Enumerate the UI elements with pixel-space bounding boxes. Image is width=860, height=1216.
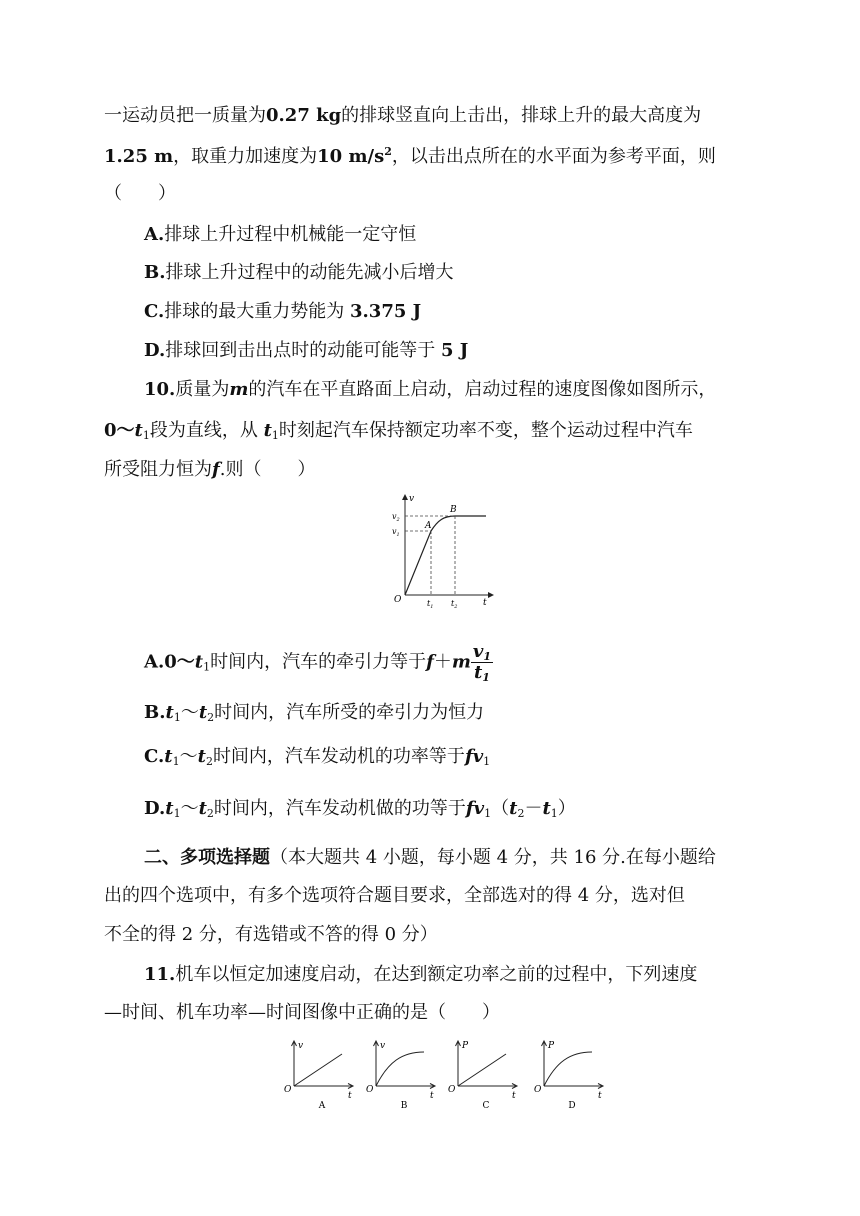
q10-graph-v2-label: $v_2$: [392, 512, 400, 523]
q10-graph-point-b: B: [450, 505, 457, 515]
q9-line-1: 一运动员把一质量为0.27 kg的排球竖直向上击出，排球上升的最大高度为: [104, 105, 702, 126]
q10-line-3: 所受阻力恒为f.则（ ）: [104, 459, 316, 480]
q11-graph-b: [364, 1036, 444, 1112]
section2-line-1: 二、多项选择题（本大题共 4 小题，每小题 4 分，共 16 分.在每小题给: [144, 847, 716, 868]
y-axis-label: P: [548, 1041, 555, 1051]
q10-option-b: $B.t_1\sim t_2$时间内，汽车所受的牵引力为恒力: [144, 702, 485, 724]
graph-line: [294, 1054, 342, 1086]
q11-line-1: 11.机车以恒定加速度启动，在达到额定功率之前的过程中，下列速度: [144, 964, 698, 985]
origin-label: O: [366, 1085, 374, 1095]
q10-option-d: $D.t_1\sim t_2$时间内，汽车发动机做的功等于$fv_1(t_2-t_1)$: [144, 798, 576, 820]
q9-option-a: A.排球上升过程中机械能一定守恒: [144, 224, 417, 245]
y-axis-label: v: [380, 1041, 386, 1051]
graph-caption: A: [318, 1101, 326, 1111]
q10-line-2: $0\sim t_1$段为直线，从 $t_1$时刻起汽车保持额定功率不变，整个运动过程中汽车: [104, 420, 693, 442]
graph-caption: B: [400, 1101, 408, 1111]
q10-option-c: $C.t_1\sim t_2$时间内，汽车发动机的功率等于$fv_1$: [144, 746, 491, 768]
origin-label: O: [448, 1085, 456, 1095]
q10-vt-graph: [388, 490, 498, 610]
q9-option-b: B.排球上升过程中的动能先减小后增大: [144, 262, 454, 283]
graph-caption: C: [482, 1101, 490, 1111]
section2-line-3: 不全的得 2 分，有选错或不答的得 0 分）: [104, 924, 438, 945]
q10-graph-v-label: v: [409, 494, 415, 504]
x-axis-label: t: [430, 1091, 434, 1101]
q10-line-1: 10.质量为m的汽车在平直路面上启动，启动过程的速度图像如图所示，: [144, 379, 717, 400]
graph-line: [458, 1054, 506, 1086]
q11-line-2: —时间、机车功率—时间图像中正确的是（ ）: [104, 1002, 500, 1023]
q9-option-c: C.排球的最大重力势能为 3.375 J: [144, 301, 422, 322]
q9-option-d: D.排球回到击出点时的动能可能等于 5 J: [144, 340, 469, 361]
q11-graph-c: [446, 1036, 526, 1112]
graph-curve: [376, 1052, 424, 1086]
x-axis-label: t: [598, 1091, 602, 1101]
q10-option-a-fraction: $\frac{v_1}{t_1}$: [472, 641, 492, 684]
section2-line-2: 出的四个选项中，有多个选项符合题目要求，全部选对的得 4 分，选对但: [104, 885, 685, 906]
q10-graph-v1-label: $v_1$: [392, 527, 400, 538]
q10-graph-t2-label: $t_2$: [451, 599, 458, 610]
origin-label: O: [534, 1085, 542, 1095]
y-axis-label: P: [462, 1041, 469, 1051]
q10-graph-point-a: A: [425, 521, 432, 531]
q10-option-a: $A.0\sim t_1$时间内，汽车的牵引力等于f＋m $\frac{v_1}{t_1}$: [144, 641, 492, 684]
q10-graph-t-label: t: [483, 598, 487, 608]
graph-caption: D: [568, 1101, 576, 1111]
origin-label: O: [284, 1085, 292, 1095]
q9-line-2: 1.25 m，取重力加速度为10 $m/s^2$，以击出点所在的水平面为参考平面，则: [104, 145, 716, 167]
x-axis-label: t: [348, 1091, 352, 1101]
section2-title: 二、多项选择题: [144, 847, 270, 868]
q10-graph-t1-label: $t_1$: [427, 599, 434, 610]
y-axis-label: v: [298, 1041, 304, 1051]
q10-graph-velocity-curve: [405, 516, 486, 595]
graph-curve: [544, 1052, 592, 1086]
x-axis-label: t: [512, 1091, 516, 1101]
q11-graph-options: [282, 1036, 622, 1116]
q11-graph-a: [282, 1036, 362, 1112]
q9-bracket: （ ）: [104, 183, 176, 204]
q10-graph-origin: O: [394, 595, 402, 605]
q11-graph-d: [532, 1036, 612, 1112]
